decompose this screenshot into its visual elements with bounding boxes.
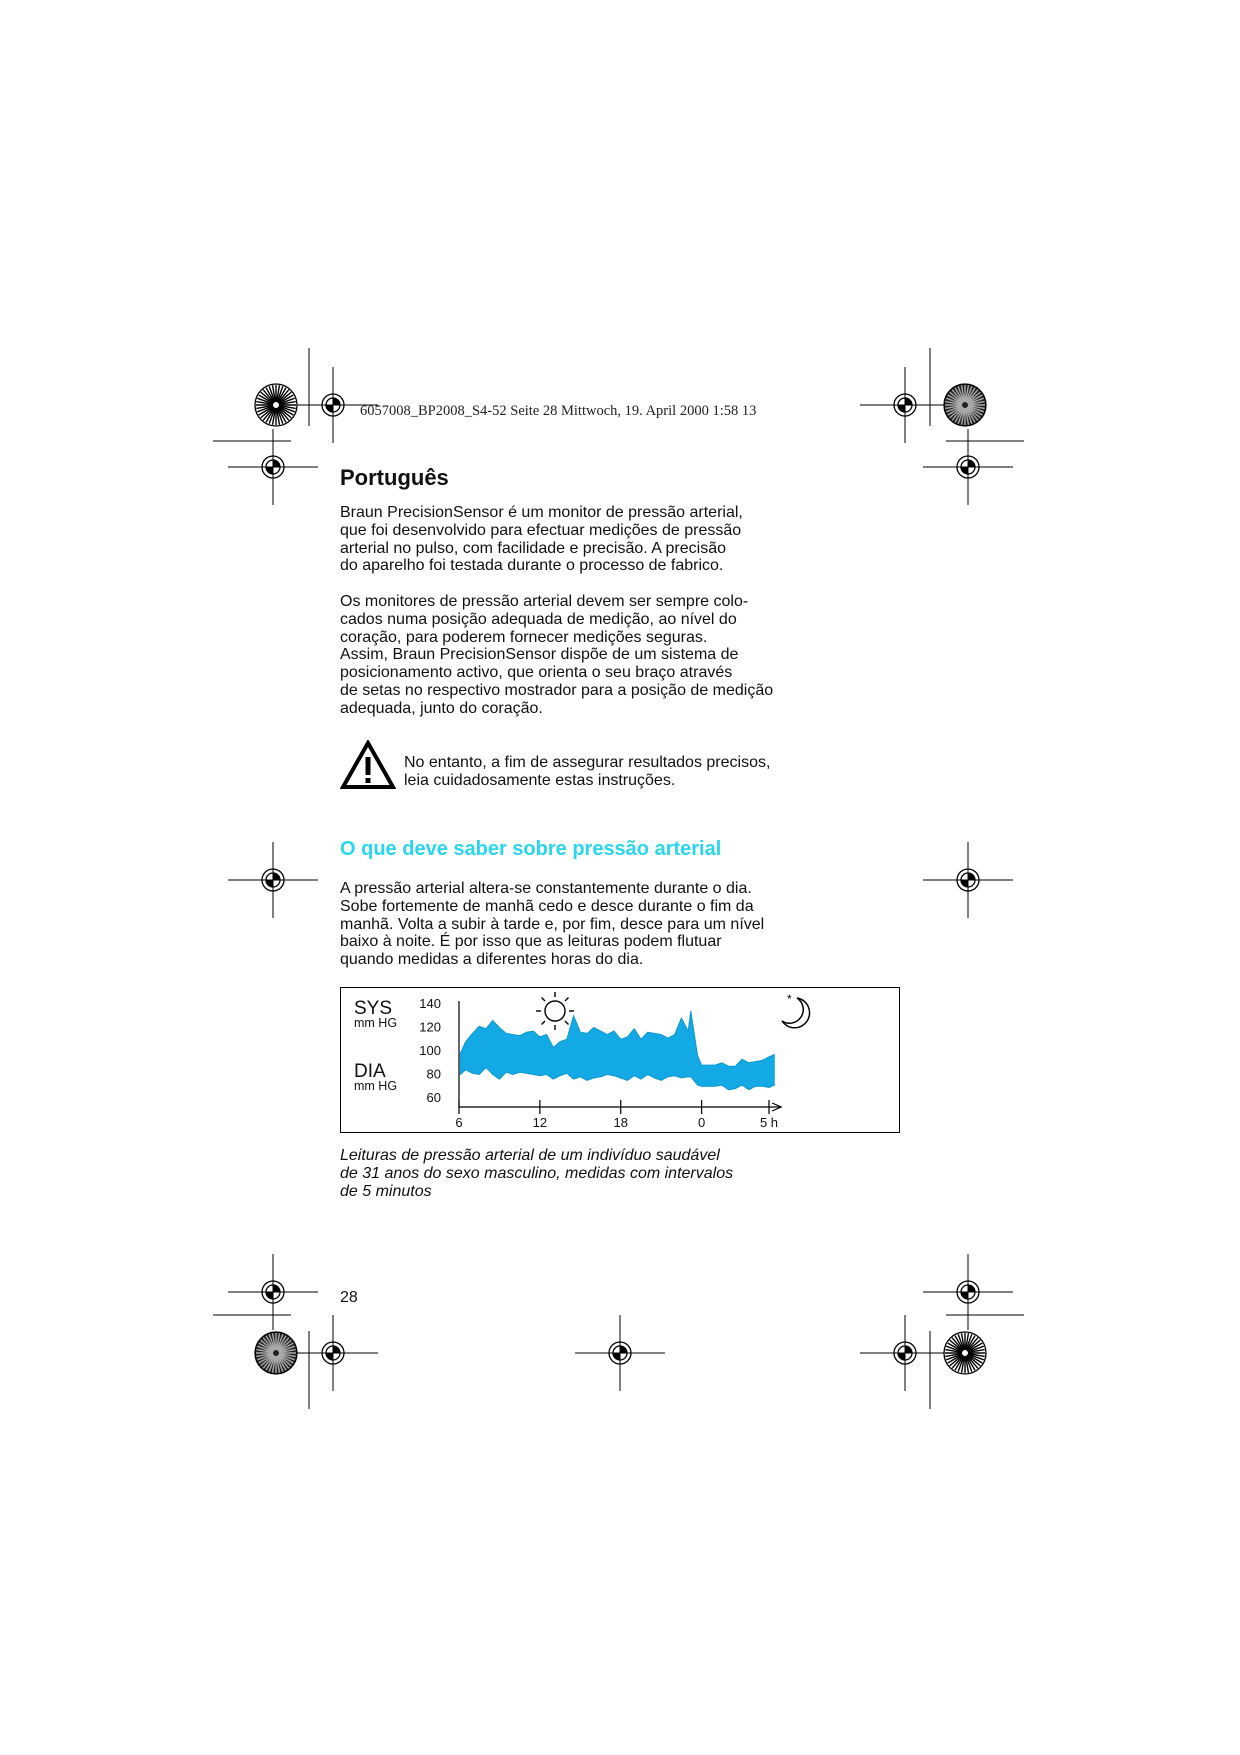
registration-mark-icon	[860, 367, 950, 443]
registration-mark-icon	[860, 1315, 950, 1391]
blood-pressure-paragraph	[340, 880, 764, 969]
text-line: de 5 minutos	[340, 1182, 432, 1200]
x-tick-label: 6	[455, 1115, 463, 1130]
text-line: Assim, Braun PrecisionSensor dispõe de um sistema de	[340, 646, 739, 664]
registration-mark-icon	[923, 842, 1013, 918]
intro-paragraph	[340, 504, 743, 575]
print-slug: 6057008_BP2008_S4-52 Seite 28 Mittwoch, 19. April 2000 1:58 13	[360, 403, 757, 419]
y-tick-label: 80	[426, 1066, 441, 1082]
y-tick-label: 140	[419, 996, 441, 1011]
registration-mark-icon	[228, 1254, 318, 1330]
sys-label: SYS	[354, 998, 393, 1019]
text-line: adequada, junto do coração.	[340, 699, 543, 717]
color-target-icon	[255, 384, 297, 426]
color-target-icon	[944, 384, 986, 426]
text-line: do aparelho foi testada durante o processo de fabrico.	[340, 557, 724, 575]
x-tick-label: 5 h	[759, 1115, 779, 1130]
text-line: baixo à noite. É por isso que as leituras podem flutuar	[340, 933, 722, 951]
positioning-paragraph	[340, 593, 773, 718]
dia-unit-label: mm HG	[354, 1079, 398, 1093]
text-line: Leituras de pressão arterial de um indivíduo saudável	[340, 1147, 720, 1164]
page-number: 28	[340, 1289, 358, 1306]
y-tick-label: 120	[419, 1019, 441, 1035]
registration-mark-icon	[228, 429, 318, 505]
text-line: No entanto, a fim de assegurar resultados precisos,	[404, 754, 771, 771]
dia-label: DIA	[354, 1061, 386, 1082]
text-line: de 31 anos do sexo masculino, medidas com intervalos	[340, 1164, 734, 1182]
star-icon: *	[787, 992, 792, 1006]
registration-mark-icon	[923, 429, 1013, 505]
text-line: Braun PrecisionSensor é um monitor de pressão arterial,	[340, 504, 743, 521]
x-tick-label: 0	[697, 1115, 706, 1130]
color-target-icon	[255, 1332, 297, 1374]
y-tick-label: 100	[419, 1043, 441, 1058]
page-title: Português	[340, 465, 449, 490]
registration-mark-icon	[228, 842, 318, 918]
registration-mark-icon	[288, 1315, 378, 1391]
text-line: de setas no respectivo mostrador para a posição de medição	[340, 681, 774, 699]
text-line: A pressão arterial altera-se constantemente durante o dia.	[340, 880, 752, 897]
section-heading: O que deve saber sobre pressão arterial	[340, 838, 722, 860]
blood-pressure-chart	[340, 987, 900, 1133]
text-line: coração, para poderem fornecer medições seguras.	[340, 628, 708, 646]
text-line: Os monitores de pressão arterial devem ser sempre colo-	[340, 593, 749, 610]
x-tick-label: 12	[532, 1115, 548, 1130]
text-line: Sobe fortemente de manhã cedo e desce durante o fim da	[340, 897, 754, 915]
warning-triangle-icon	[340, 740, 396, 790]
text-line: cados numa posição adequada de medição, ao nível do	[340, 610, 737, 628]
color-target-icon	[944, 1332, 986, 1374]
text-line: arterial no pulso, com facilidade e precisão. A precisão	[340, 539, 726, 557]
text-line: posicionamento activo, que orienta o seu braço através	[340, 664, 733, 682]
registration-mark-icon	[575, 1315, 665, 1391]
text-line: que foi desenvolvido para efectuar medições de pressão	[340, 521, 742, 539]
sys-unit-label: mm HG	[354, 1016, 398, 1030]
chart-caption	[340, 1147, 733, 1200]
text-line: leia cuidadosamente estas instruções.	[404, 771, 676, 789]
warning-text	[404, 754, 770, 790]
text-line: quando medidas a diferentes horas do dia.	[340, 951, 644, 969]
text-line: manhã. Volta a subir à tarde e, por fim, desce para um nível	[340, 915, 765, 933]
registration-mark-icon	[923, 1254, 1013, 1330]
x-tick-label: 18	[613, 1115, 628, 1130]
y-tick-label: 60	[426, 1090, 441, 1105]
